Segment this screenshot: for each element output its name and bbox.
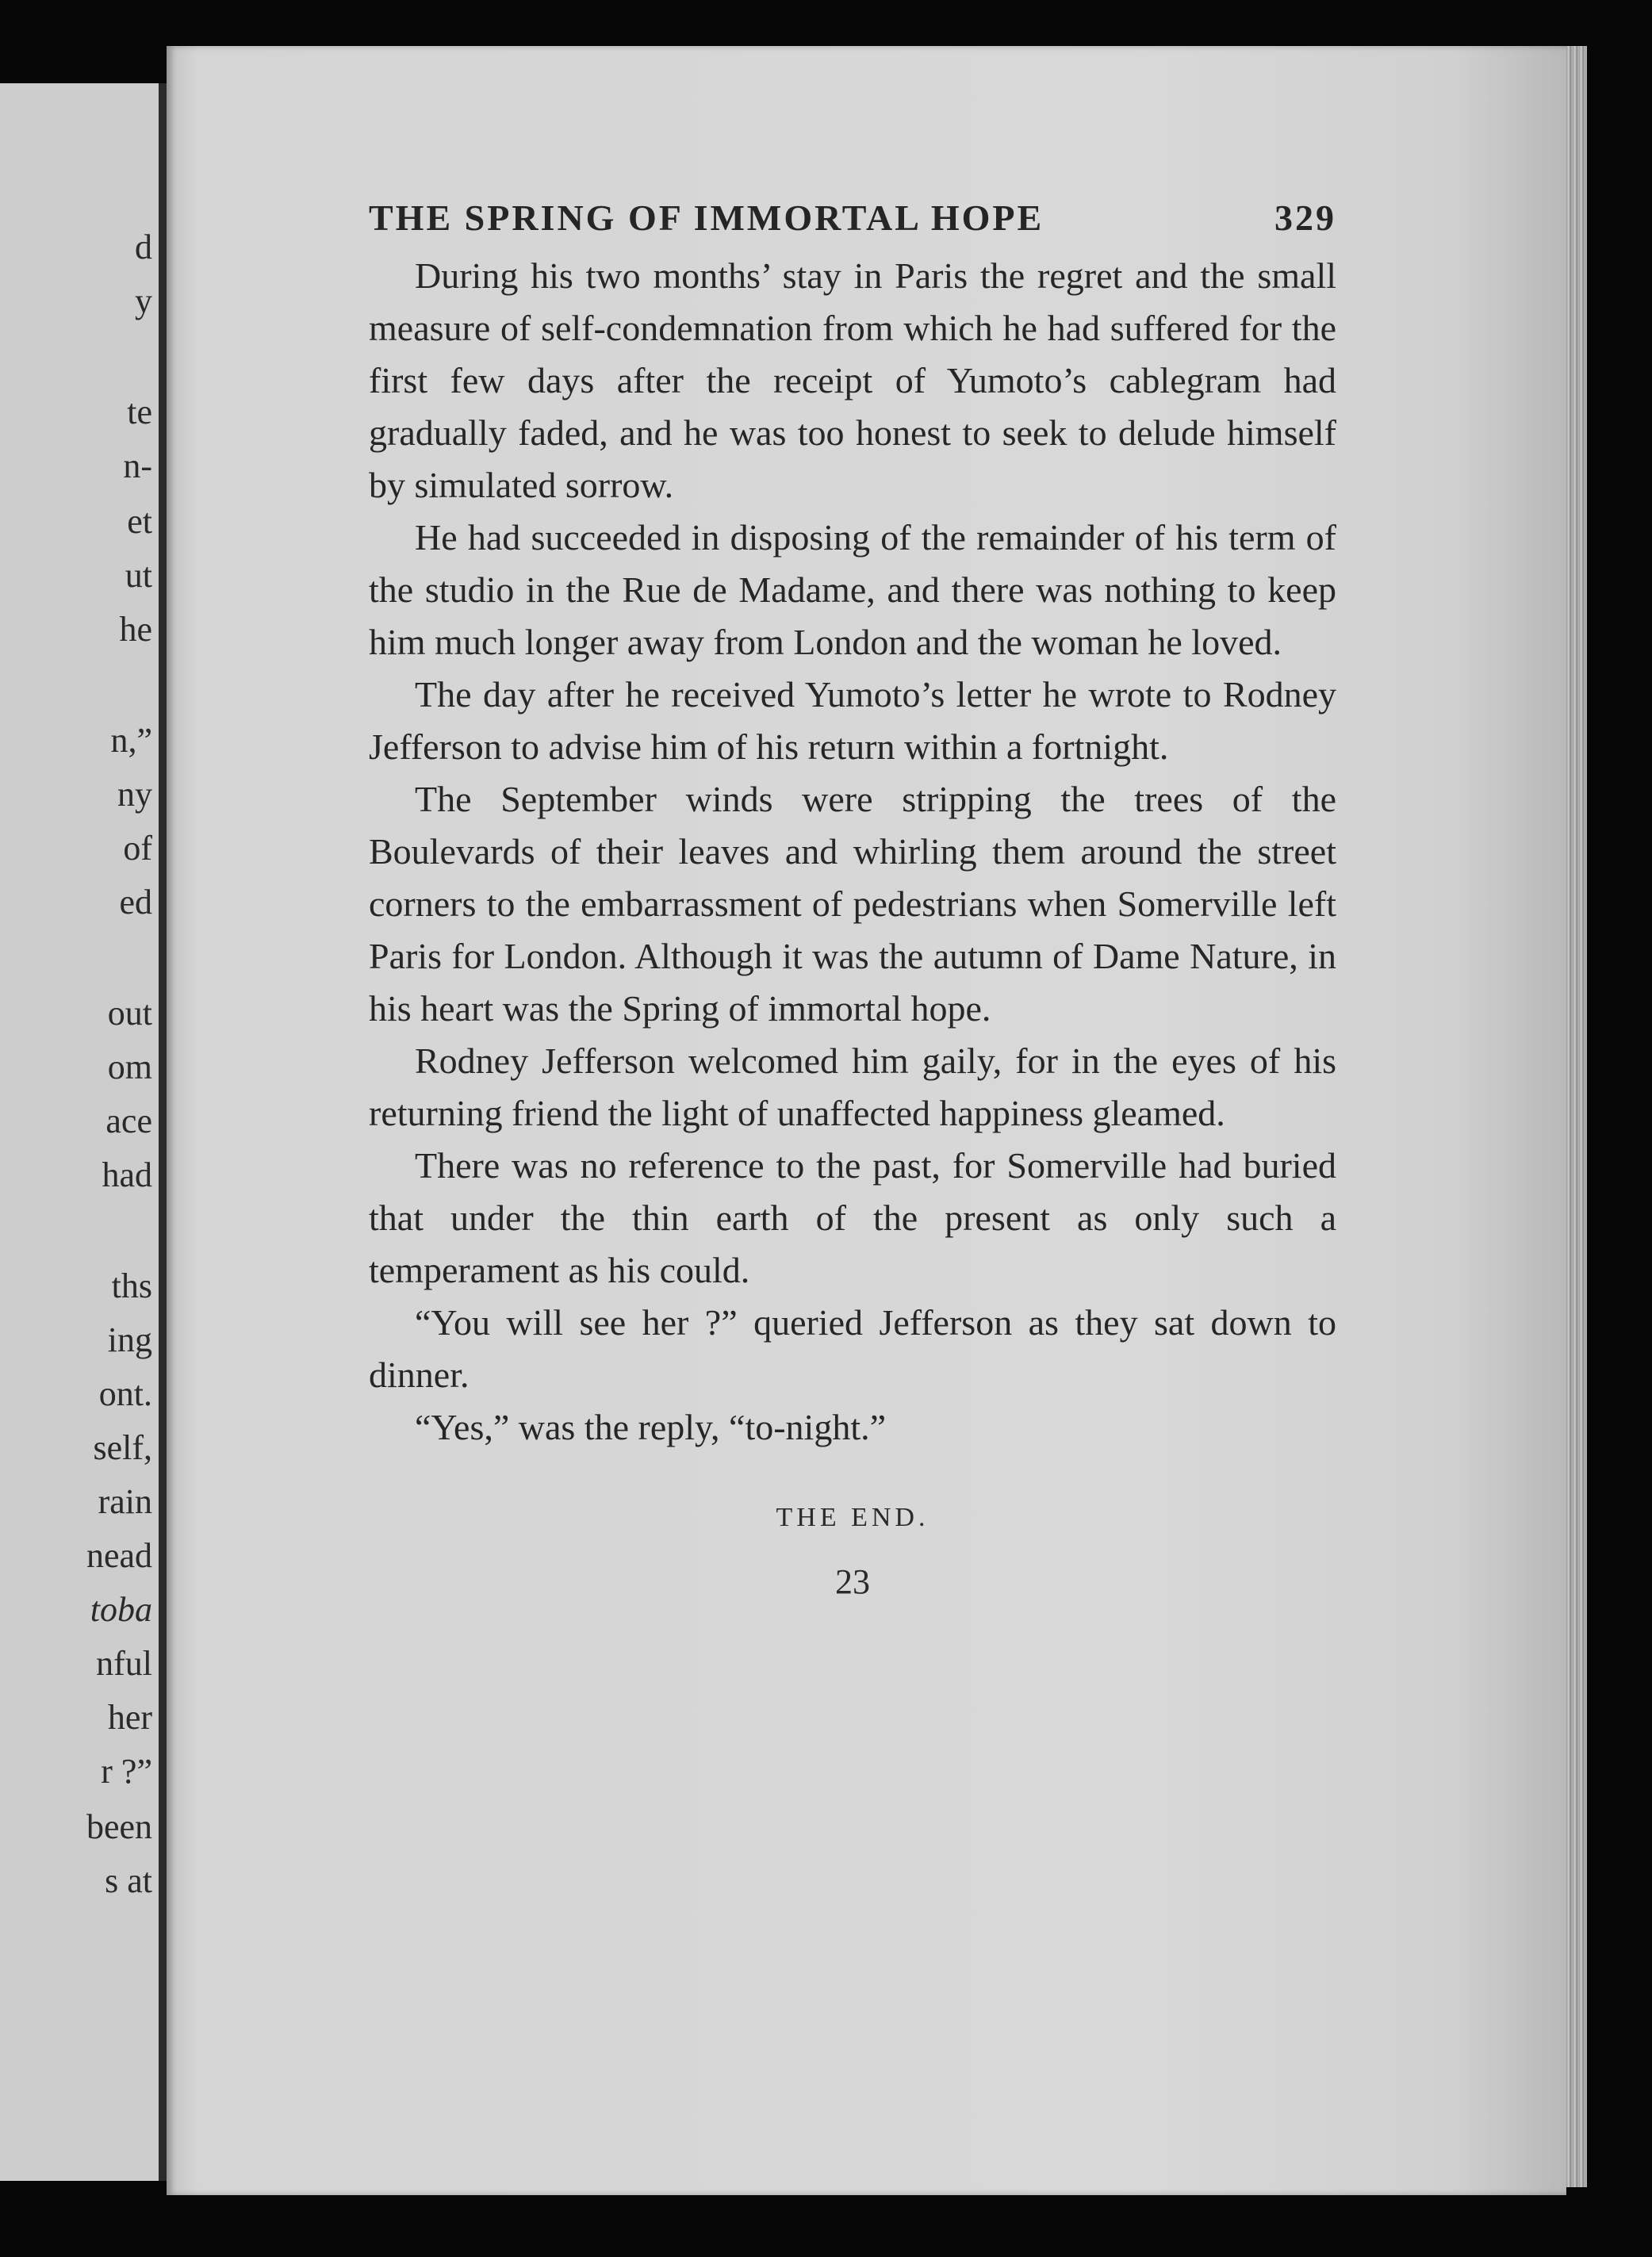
facing-page-line-fragment: ont. [98, 1374, 152, 1413]
paragraph: The day after he received Yumoto’s letter he wrote to Rodney Jefferson to advise him of his return within a fortnight. [369, 674, 1336, 767]
paragraph: “Yes,” was the reply, “to-night.” [415, 1407, 887, 1447]
running-head-title: THE SPRING OF IMMORTAL HOPE [369, 197, 1044, 238]
facing-page-line-fragment: had [102, 1155, 152, 1194]
facing-page-line-fragment: d [135, 228, 152, 266]
facing-page-line-fragment: nful [96, 1644, 152, 1683]
paragraph: “You will see her ?” queried Jefferson as they sat down to dinner. [369, 1302, 1336, 1395]
facing-page-line-fragment: ing [107, 1320, 152, 1359]
facing-page-line-fragment: nead [86, 1536, 152, 1575]
book-gutter [159, 83, 167, 2181]
page-number: 329 [1274, 197, 1336, 238]
facing-page-line-fragment: toba [90, 1590, 152, 1629]
paragraph: There was no reference to the past, for Somerville had buried that under the thin earth of the present as only such a temperament as his could. [369, 1145, 1336, 1290]
page-text-block [369, 197, 1336, 1602]
facing-page-line-fragment: te [127, 393, 152, 431]
paragraph: He had succeeded in disposing of the remainder of his term of the studio in the Rue de Madame, and there was nothing to keep him much longer away from London and the woman he loved. [369, 517, 1336, 662]
facing-page-line-fragment: ace [105, 1102, 152, 1140]
facing-page-line-fragment: y [135, 282, 152, 320]
facing-page-line-fragment: ny [117, 775, 152, 814]
facing-page-line-fragment: he [119, 610, 152, 649]
running-head [369, 197, 1336, 239]
paragraph: During his two months’ stay in Paris the regret and the small measure of self-condemnation from which he had suffered for the first few days after the receipt of Yumoto’s cablegram had gradually faded, and he was too honest to seek to delude himself by simulated sorrow. [369, 255, 1336, 505]
signature-mark: 23 [835, 1562, 870, 1601]
page-edge [1566, 46, 1587, 2187]
facing-page-line-fragment: om [107, 1048, 152, 1086]
facing-page-line-fragment: been [86, 1807, 152, 1846]
facing-page-line-fragment: n- [123, 446, 152, 485]
facing-page-line-fragment: rain [98, 1482, 152, 1521]
facing-page-line-fragment: her [107, 1698, 152, 1737]
facing-page-line-fragment: ed [119, 883, 152, 922]
facing-page-line-fragment: ut [125, 556, 152, 595]
end-marker: THE END. [776, 1503, 929, 1532]
facing-page-line-fragment: r ?” [101, 1752, 152, 1791]
paragraph: Rodney Jefferson welcomed him gaily, for in the eyes of his returning friend the light of unaffected happiness gleamed. [369, 1040, 1336, 1133]
facing-page-line-fragment: ths [111, 1266, 152, 1305]
facing-page-line-fragment: out [107, 994, 152, 1033]
facing-page-fragment [0, 83, 159, 2181]
facing-page-line-fragment: self, [93, 1428, 152, 1467]
paragraph: The September winds were stripping the trees of the Boulevards of their leaves and whirling them around the street corners to the embarrassment of pedestrians when Somerville left Paris for London. Although it was the autumn of Dame Nature, in his heart was the Spring of immortal hope. [369, 779, 1336, 1029]
facing-page-line-fragment: s at [105, 1861, 152, 1900]
facing-page-line-fragment: n,” [110, 721, 152, 760]
facing-page-line-fragment: of [123, 829, 152, 868]
facing-page-line-fragment: et [127, 502, 152, 541]
